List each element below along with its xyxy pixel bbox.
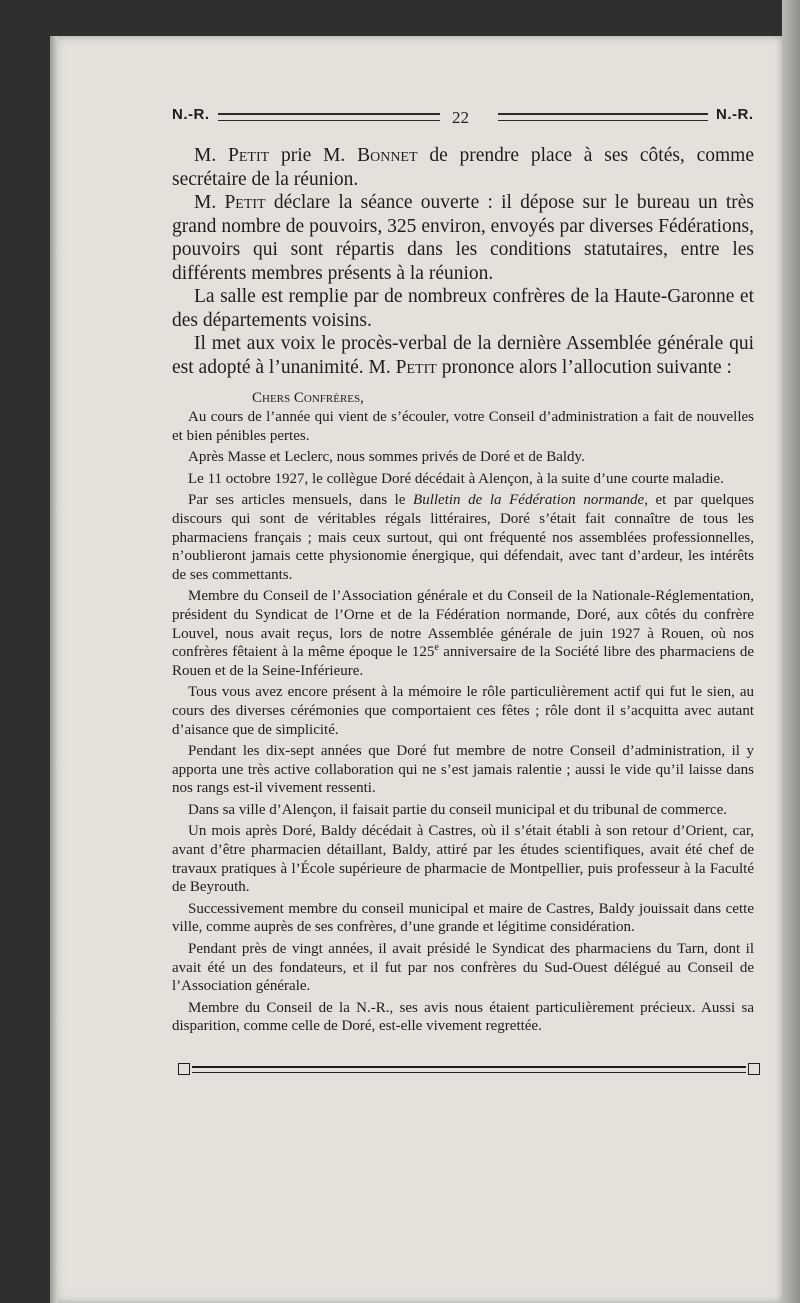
running-header — [0, 104, 800, 128]
header-rule-right — [498, 113, 708, 121]
letter-paragraph: Membre du Conseil de la N.-R., ses avis nous étaient particulièrement précieux. Aussi sa disparition, comme celle de Doré, est-elle vivement regrettée. — [172, 999, 754, 1035]
letter-paragraph: Après Masse et Leclerc, nous sommes privés de Doré et de Baldy. — [188, 449, 585, 466]
footer-square-right — [748, 1063, 760, 1075]
footer-square-left — [178, 1063, 190, 1075]
header-rule-left — [218, 113, 440, 121]
letter-paragraph: Successivement membre du conseil municipal et maire de Castres, Baldy jouissait dans cette ville, comme auprès de ses confrères, d’une grande et légitime considération. — [172, 900, 754, 936]
footer-rule — [192, 1066, 746, 1073]
letter-paragraph: Membre du Conseil de l’Association générale et du Conseil de la Nationale-Réglementation, président du Syndicat de l’Orne et de la Fédération normande, Doré, aux côtés du confrère Louvel, nous avait reçus, lors de notre Assemblée générale de juin 1927 à Rouen, où nos confrères fêtaient à la même époque le 125e anniversaire de la Société libre des pharmaciens de Rouen et de la Seine-Inférieure. — [172, 588, 754, 679]
page-binding-edge — [50, 36, 58, 1303]
intro-paragraph: M. Petit prie M. Bonnet de prendre place à ses côtés, comme secrétaire de la réunion. — [172, 145, 754, 190]
page-number: 22 — [452, 108, 469, 127]
bulletin-title: Bulletin de la Fédération normande — [413, 492, 645, 509]
header-left-label: N.-R. — [172, 106, 210, 123]
letter-paragraph: Le 11 octobre 1927, le collègue Doré décédait à Alençon, à la suite d’une courte maladie. — [188, 470, 724, 487]
salutation: Chers Confrères, — [252, 390, 364, 406]
intro-paragraph: M. Petit déclare la séance ouverte : il dépose sur le bureau un très grand nombre de pouvoirs, 325 environ, envoyés par diverses Fédérations, pouvoirs qui sont répartis dans les conditions statutaires, entre les différents membres présents à la réunion. — [172, 192, 754, 284]
letter-paragraph: Un mois après Doré, Baldy décédait à Castres, où il s’était établi à son retour d’Orient, car, avant d’être pharmacien détaillant, Baldy, attiré par les études scientifiques, avait été chef de travaux pratiques à l’École supérieure de pharmacie de Montpellier, puis professeur à la Faculté de Beyrouth. — [172, 823, 754, 896]
intro-section — [172, 144, 754, 379]
letter-paragraph: Par ses articles mensuels, dans le Bulletin de la Fédération normande, et par quelques discours qui sont de véritables régals littéraires, Doré s’était fait connaître de tous les pharmaciens français ; mais ceux surtout, qui ont fréquenté nos assemblées professionnelles, n’oublieront jamais cette physionomie énergique, qui défendait, avec tant d’ardeur, les intérêts de ses commettants. — [172, 492, 754, 583]
letter-paragraph: Pendant près de vingt années, il avait présidé le Syndicat des pharmaciens du Tarn, dont il avait été un des fondateurs, et il fut par nos confrères du Sud-Ouest délégué au Conseil de l’Association générale. — [172, 941, 754, 995]
page-right-edge — [782, 0, 800, 1303]
letter-paragraph: Pendant les dix-sept années que Doré fut membre de notre Conseil d’administration, il y apporta une très active collaboration qui ne s’est jamais ralentie ; aussi le vide qu’il laisse dans nos rangs est-il vivement ressenti. — [172, 743, 754, 797]
letter-paragraph: Dans sa ville d’Alençon, il faisait partie du conseil municipal et du tribunal de commerce. — [188, 801, 727, 818]
letter-paragraph: Au cours de l’année qui vient de s’écouler, votre Conseil d’administration a fait de nouvelles et bien pénibles pertes. — [172, 409, 754, 444]
footer-ornament — [178, 1063, 760, 1077]
intro-paragraph: La salle est remplie par de nombreux confrères de la Haute-Garonne et des départements voisins. — [172, 286, 754, 331]
letter-paragraph: Tous vous avez encore présent à la mémoire le rôle particulièrement actif qui fut le sien, au cours des diverses cérémonies que comportaient ces fêtes ; rôle dont il s’acquitta avec autant d’aisance que de simplicité. — [172, 684, 754, 738]
intro-paragraph: Il met aux voix le procès-verbal de la dernière Assemblée générale qui est adopté à l’unanimité. M. Petit prononce alors l’allocution suivante : — [172, 333, 754, 378]
allocution-text — [172, 389, 754, 1036]
header-right-label: N.-R. — [716, 106, 754, 123]
page-body — [172, 144, 754, 1036]
